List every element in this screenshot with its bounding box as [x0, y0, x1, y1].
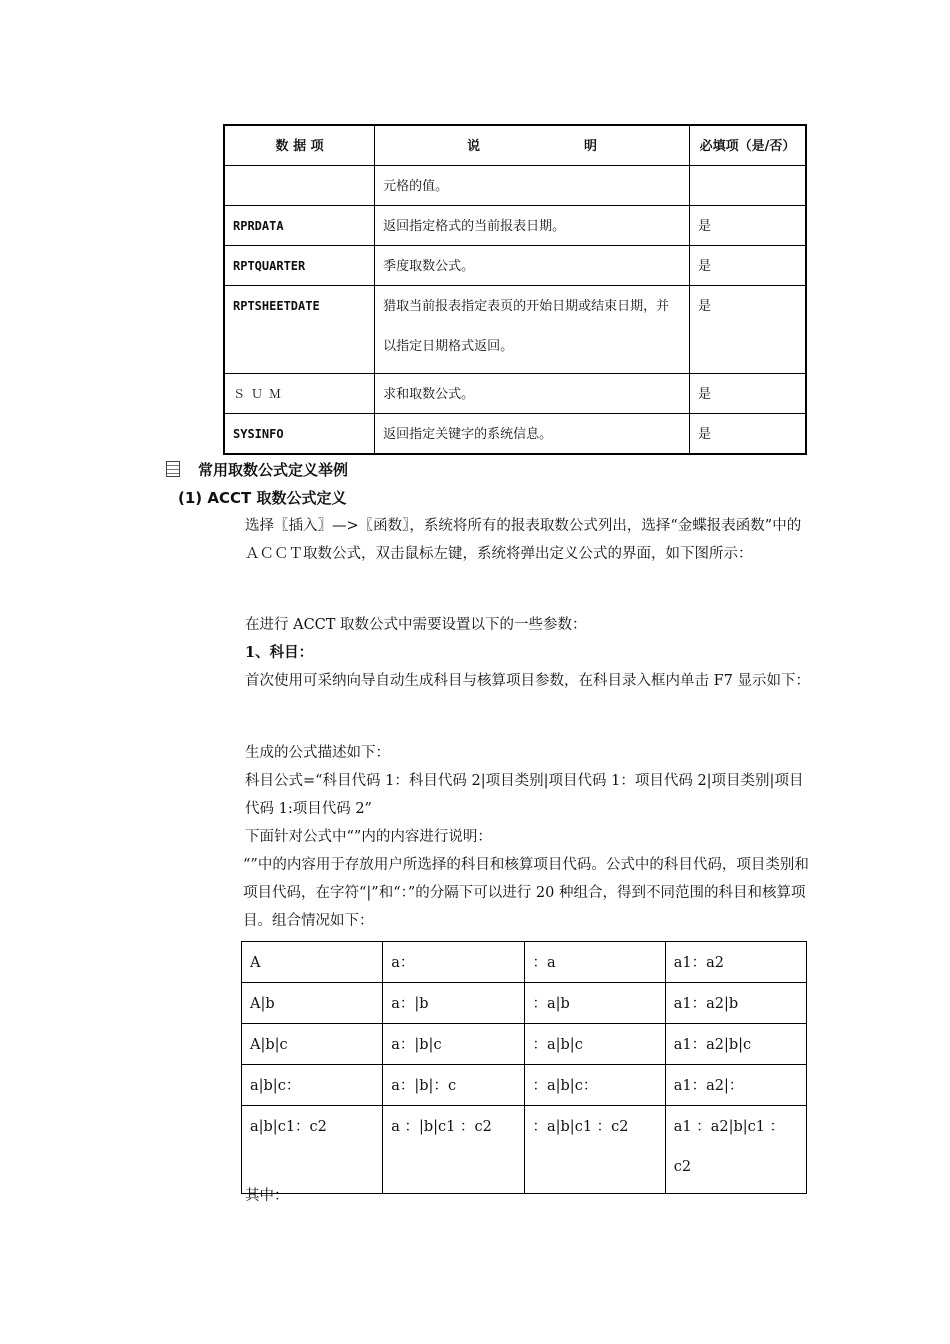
desc-cell: 季度取数公式。: [375, 246, 690, 286]
table-row: [242, 942, 807, 983]
subsection-heading: (1) ACCT 取数公式定义: [178, 489, 347, 507]
req-cell: 是: [689, 374, 806, 414]
table-row: [242, 1065, 807, 1106]
combo-cell: a|b|c：: [242, 1065, 383, 1106]
combo-cell: A|b|c: [242, 1024, 383, 1065]
paragraph-where: 其中：: [245, 1188, 289, 1204]
req-cell: 是: [689, 206, 806, 246]
section-heading-text: 常用取数公式定义举例: [198, 461, 349, 479]
table-header-row: [224, 125, 806, 166]
item-cell: SYSINFO: [224, 414, 375, 455]
combo-cell: ：a|b|c1 ：c2: [524, 1106, 665, 1194]
combo-cell: ：a|b: [524, 983, 665, 1024]
combo-cell: ：a: [524, 942, 665, 983]
paragraph-parameters: 在进行 ACCT 取数公式中需要设置以下的一些参数：: [245, 617, 587, 633]
item-cell: [224, 166, 375, 206]
combo-cell: a ：|b|c1 ：c2: [383, 1106, 524, 1194]
table-row: [224, 206, 806, 246]
combo-cell: a：|b|c: [383, 1024, 524, 1065]
paragraph-combinations: “”中的内容用于存放用户所选择的科目和核算项目代码。公式中的科目代码，项目类别和项目代码，在字符“|”和“：”的分隔下可以进行 20 种组合，得到不同范围的科目和核算项目。组合情况如下：: [243, 857, 809, 929]
combo-cell: ：a|b|c：: [524, 1065, 665, 1106]
table-row: [242, 1106, 807, 1194]
combo-cell: A|b: [242, 983, 383, 1024]
combo-cell: a1：a2|b|c: [665, 1024, 806, 1065]
paragraph-formula: 科目公式=“科目代码 1：科目代码 2|项目类别|项目代码 1：项目代码 2|项目类别|项目代码 1:项目代码 2”: [245, 773, 804, 817]
combo-cell: a1：a2|b: [665, 983, 806, 1024]
combo-cell: A: [242, 942, 383, 983]
paragraph-account-title: 1、科目：: [245, 644, 314, 661]
item-cell: ＳＵＭ: [224, 374, 375, 414]
table-row: [224, 414, 806, 455]
desc-cell: 求和取数公式。: [375, 374, 690, 414]
combo-cell: ：a|b|c: [524, 1024, 665, 1065]
combo-cell: a1 ：a2|b|c1 ：c2: [665, 1106, 806, 1194]
req-cell: 是: [689, 246, 806, 286]
table-row: [224, 374, 806, 414]
req-cell: [689, 166, 806, 206]
combo-cell: a：|b: [383, 983, 524, 1024]
paragraph-formula-desc: 生成的公式描述如下：: [245, 745, 390, 761]
desc-cell: 返回指定格式的当前报表日期。: [375, 206, 690, 246]
table-row: [242, 1024, 807, 1065]
combo-cell: a|b|c1：c2: [242, 1106, 383, 1194]
function-table: [223, 124, 807, 455]
combo-cell: a：: [383, 942, 524, 983]
paragraph-insert-function: 选择〖插入〗—>〖函数〗，系统将所有的报表取数公式列出，选择“金蝶报表函数”中的ＡＣＣＴ取数公式，双击鼠标左键，系统将弹出定义公式的界面，如下图所示：: [245, 518, 802, 562]
table-row: [224, 166, 806, 206]
desc-cell: 猎取当前报表指定表页的开始日期或结束日期，并以指定日期格式返回。: [375, 286, 690, 374]
item-cell: RPTSHEETDATE: [224, 286, 375, 374]
desc-cell: 元格的值。: [375, 166, 690, 206]
paragraph-wizard: 首次使用可采纳向导自动生成科目与核算项目参数，在科目录入框内单击 F7 显示如下：: [245, 673, 811, 689]
header-desc: 说 明: [375, 125, 690, 166]
document-icon: [166, 461, 180, 477]
req-cell: 是: [689, 286, 806, 374]
table-row: [224, 286, 806, 374]
paragraph-explain: 下面针对公式中“”内的内容进行说明：: [245, 829, 492, 845]
desc-cell: 返回指定关键字的系统信息。: [375, 414, 690, 455]
item-cell: RPRDATA: [224, 206, 375, 246]
item-cell: RPTQUARTER: [224, 246, 375, 286]
req-cell: 是: [689, 414, 806, 455]
header-item: 数 据 项: [224, 125, 375, 166]
header-required: 必填项（是/否）: [689, 125, 806, 166]
combo-cell: a1：a2: [665, 942, 806, 983]
table-row: [242, 983, 807, 1024]
combo-cell: a：|b|：c: [383, 1065, 524, 1106]
section-heading: [166, 459, 348, 480]
combination-table: [241, 941, 807, 1194]
combo-cell: a1：a2|：: [665, 1065, 806, 1106]
table-row: [224, 246, 806, 286]
